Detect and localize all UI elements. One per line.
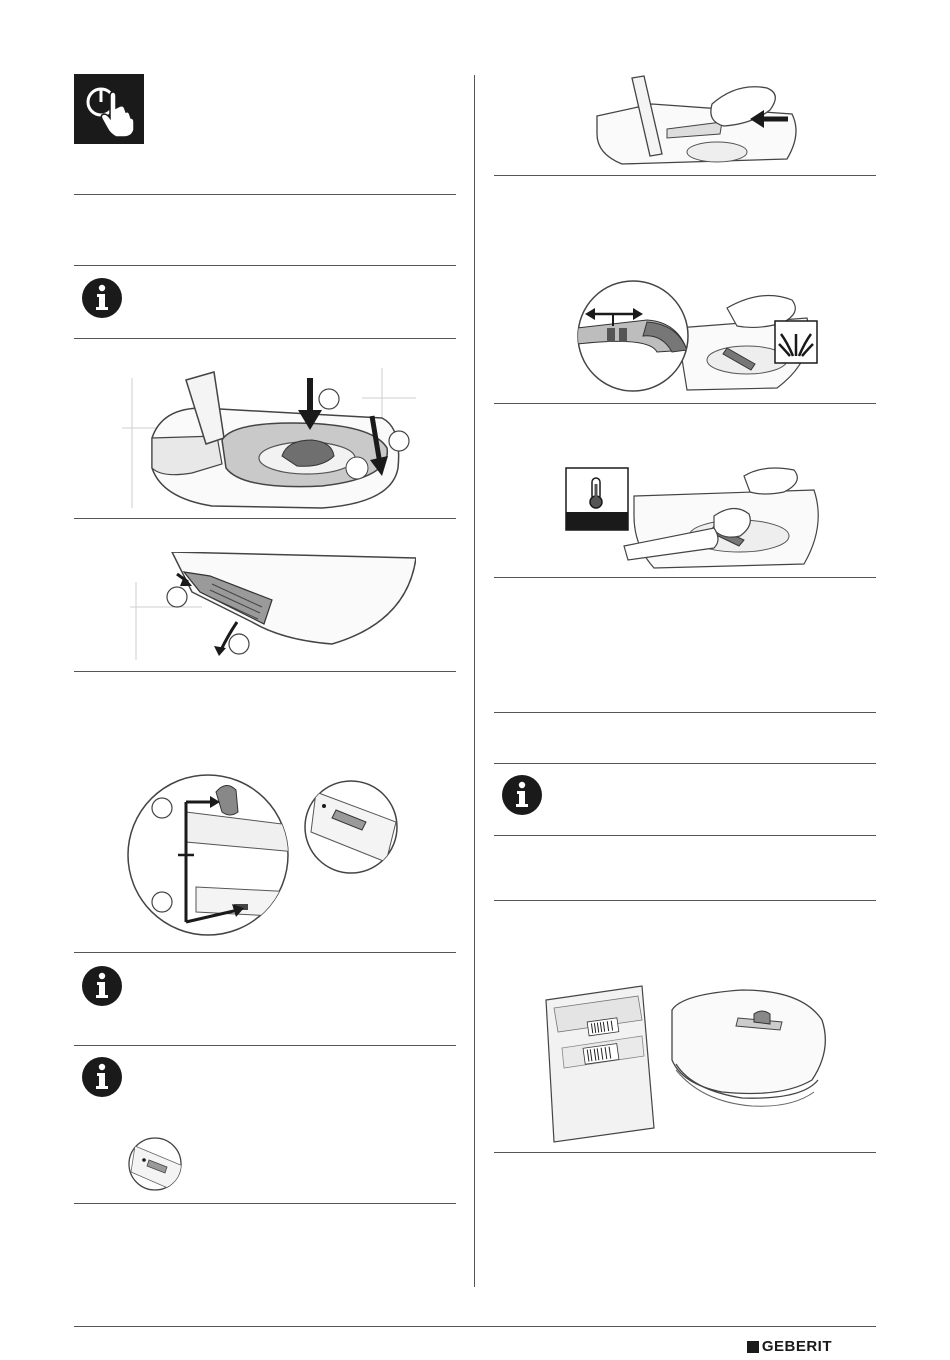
status-light-detail <box>127 1136 183 1192</box>
divider-r3 <box>494 577 876 578</box>
divider-r2 <box>494 403 876 404</box>
brand-logo <box>747 1338 832 1355</box>
front-panel-figure <box>122 552 416 660</box>
divider-6 <box>74 952 456 953</box>
divider-r6 <box>494 835 876 836</box>
info-icon <box>80 276 124 320</box>
brand-mark <box>747 1341 759 1353</box>
divider-4 <box>74 518 456 519</box>
divider-r4 <box>494 712 876 713</box>
measure-figure <box>126 772 402 938</box>
info-icon <box>500 773 544 817</box>
divider-5 <box>74 671 456 672</box>
divider-3 <box>74 338 456 339</box>
info-icon <box>80 1055 124 1099</box>
column-divider <box>474 75 475 1287</box>
divider-r5 <box>494 763 876 764</box>
divider-7 <box>74 1045 456 1046</box>
divider-2 <box>74 265 456 266</box>
divider-1 <box>74 194 456 195</box>
divider-8 <box>74 1203 456 1204</box>
divider-r7 <box>494 900 876 901</box>
product-label-figure <box>542 980 834 1144</box>
remove-seat-figure <box>592 74 804 166</box>
power-touch-icon <box>74 74 144 144</box>
divider-r1 <box>494 175 876 176</box>
temperature-figure <box>564 456 828 570</box>
spray-adjust-figure <box>577 278 822 396</box>
divider-r8 <box>494 1152 876 1153</box>
info-icon <box>80 964 124 1008</box>
footer-rule <box>74 1326 876 1327</box>
seat-install-figure <box>122 368 416 513</box>
brand-text: GEBERIT <box>761 1338 832 1355</box>
